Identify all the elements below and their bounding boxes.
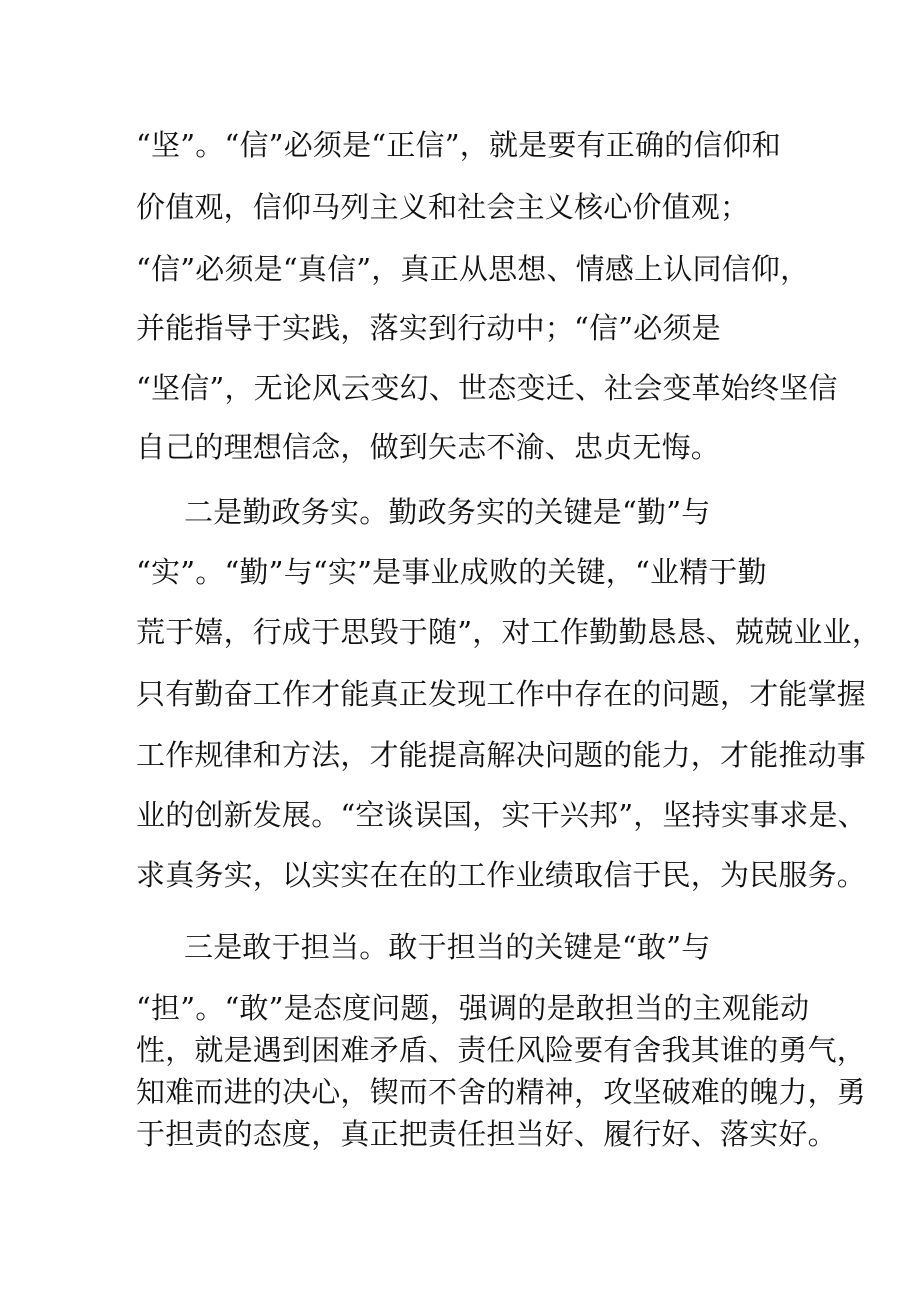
text-line: 知难而进的决心，锲而不舍的精神，攻坚破难的魄力，勇: [136, 1075, 867, 1109]
text-line: 只有勤奋工作才能真正发现工作中存在的问题，才能掌握: [136, 677, 867, 711]
text-line: “信”必须是“真信”，真正从思想、情感上认同信仰，: [136, 252, 810, 286]
text-line: 于担责的态度，真正把责任担当好、履行好、落实好。: [136, 1117, 837, 1151]
text-line: 荒于嬉，行成于思毁于随”，对工作勤勤恳恳、兢兢业业，: [136, 615, 882, 649]
text-line: “坚”。“信”必须是“正信”，就是要有正确的信仰和: [136, 128, 781, 162]
text-line: 工作规律和方法，才能提高解决问题的能力，才能推动事: [136, 738, 867, 772]
text-line: “担”。“敢”是态度问题，强调的是敢担当的主观能动: [136, 991, 810, 1025]
paragraph-heading-line: 三是敢于担当。敢于担当的关键是“敢”与: [184, 930, 711, 964]
text-line: 并能指导于实践，落实到行动中；“信”必须是: [136, 311, 721, 345]
text-line: 性，就是遇到困难矛盾、责任风险要有舍我其谁的勇气，: [136, 1033, 867, 1067]
text-line: “实”。“勤”与“实”是事业成败的关键，“业精于勤: [136, 555, 767, 589]
paragraph-heading-line: 二是勤政务实。勤政务实的关键是“勤”与: [184, 495, 711, 529]
text-line: 价值观，信仰马列主义和社会主义核心价值观；: [136, 190, 750, 224]
text-line: 业的创新发展。“空谈误国，实干兴邦”，坚持实事求是、: [136, 798, 867, 832]
text-line: 求真务实，以实实在在的工作业绩取信于民，为民服务。: [136, 858, 867, 892]
text-line: “坚信”，无论风云变幻、世态变迁、社会变革始终坚信: [136, 371, 838, 405]
text-line: 自己的理想信念，做到矢志不渝、忠贞无悔。: [136, 430, 721, 464]
